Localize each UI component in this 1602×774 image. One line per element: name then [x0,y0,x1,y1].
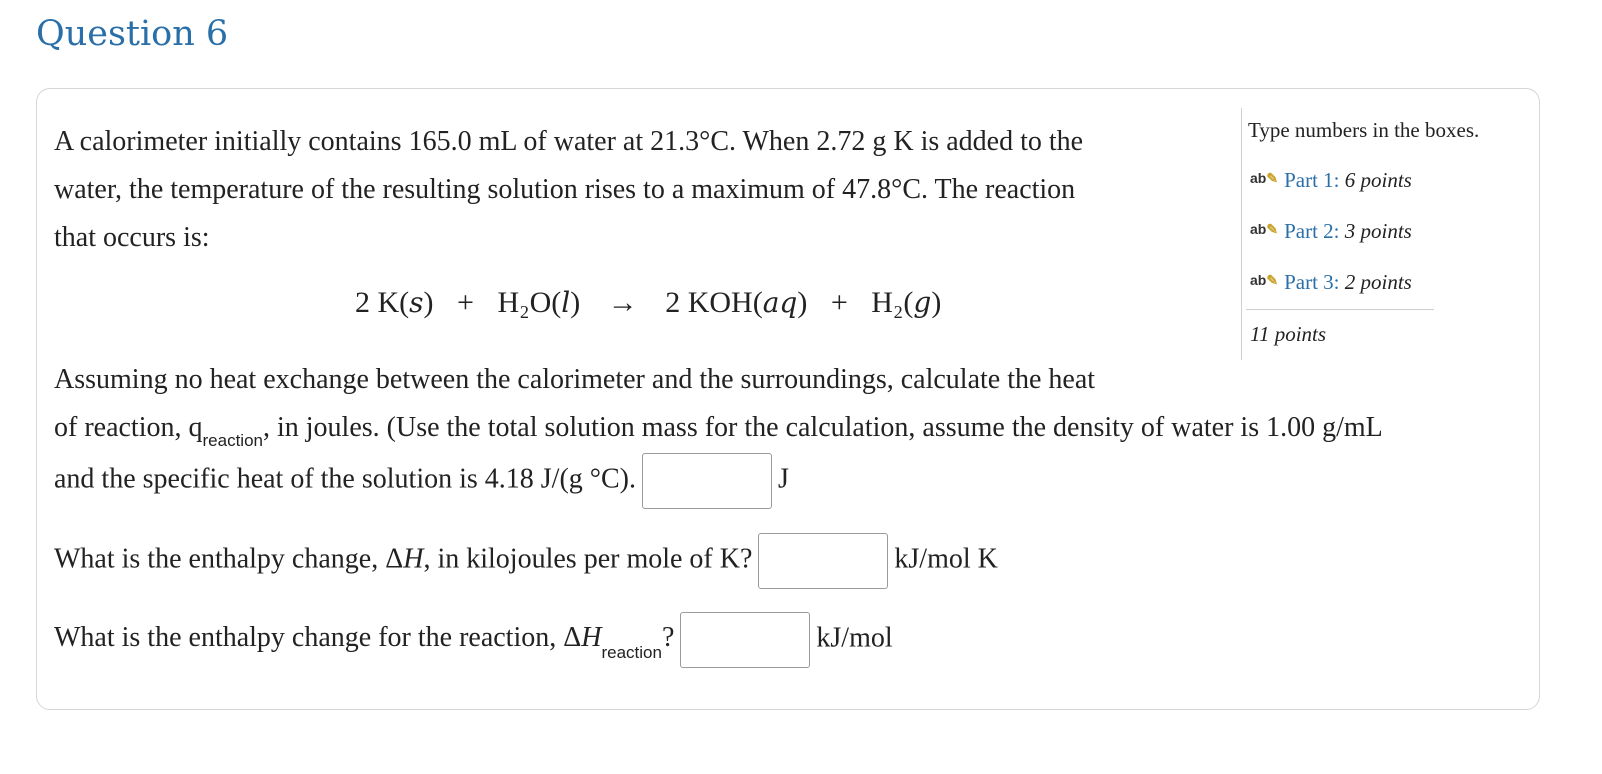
h-subscript: reaction [601,643,662,663]
part-3-answer-input[interactable] [680,612,810,668]
part-3-answer-row [54,612,893,668]
part-1-unit: J [777,463,789,495]
part-1-answer-input[interactable] [642,453,772,509]
reactant-water: H₂O(l) [497,286,581,319]
part-3-prompt: What is the enthalpy change for the reaction, $\Delta H_{reaction}$? [54,622,675,663]
points-sidebar [1241,108,1480,360]
problem-line-3: that occurs is: [54,222,210,253]
plus-sign: + [830,286,848,319]
sidebar-part-1[interactable]: ab✎ Part 1: 6 points [1250,168,1412,192]
reactant-k: 2 K(s) [355,286,434,319]
edit-field-icon: ab✎ [1250,272,1279,288]
problem-line-2: water, the temperature of the resulting solution rises to a maximum of 47.8°C. The reaction [54,174,1076,205]
part-1-prompt [54,356,1534,455]
problem-line-6: and the specific heat of the solution is 4.18 J/(g °C). [54,463,636,495]
problem-line-5: of reaction, $q_{reaction}$, in joules. (Use the total solution mass for the calculation, assume the density of water is 1.00 g/mL [54,412,1383,450]
part-2-answer-input[interactable] [758,533,888,589]
edit-field-icon: ab✎ [1250,170,1279,186]
problem-line-4: Assuming no heat exchange between the calorimeter and the surroundings, calculate the heat [54,364,1096,395]
part-1-answer-row [54,453,789,509]
part-2-answer-row [54,533,998,589]
part-2-prompt: What is the enthalpy change, ΔH, in kilojoules per mole of K? [54,543,753,575]
reaction-equation [355,286,941,320]
sidebar-instructions: Type numbers in the boxes. [1248,118,1480,142]
sidebar-part-2[interactable]: ab✎ Part 2: 3 points [1250,219,1412,243]
part-2-unit: kJ/mol K [894,543,998,575]
product-koh: 2 KOH(aq) [665,286,808,319]
sidebar-total-points: 11 points [1250,322,1327,346]
plus-sign: + [457,286,474,319]
edit-field-icon: ab✎ [1250,221,1279,237]
q-subscript: reaction [202,431,263,450]
part-3-unit: kJ/mol [816,622,893,654]
sidebar-part-3[interactable]: ab✎ Part 3: 2 points [1250,270,1412,294]
question-title: Question 6 [36,14,229,54]
reaction-arrow: → [607,286,638,319]
product-h2: H₂(g) [871,286,942,319]
problem-line-1: A calorimeter initially contains 165.0 mL of water at 21.3°C. When 2.72 g K is added to the [54,126,1084,157]
sidebar-divider [1246,309,1434,310]
